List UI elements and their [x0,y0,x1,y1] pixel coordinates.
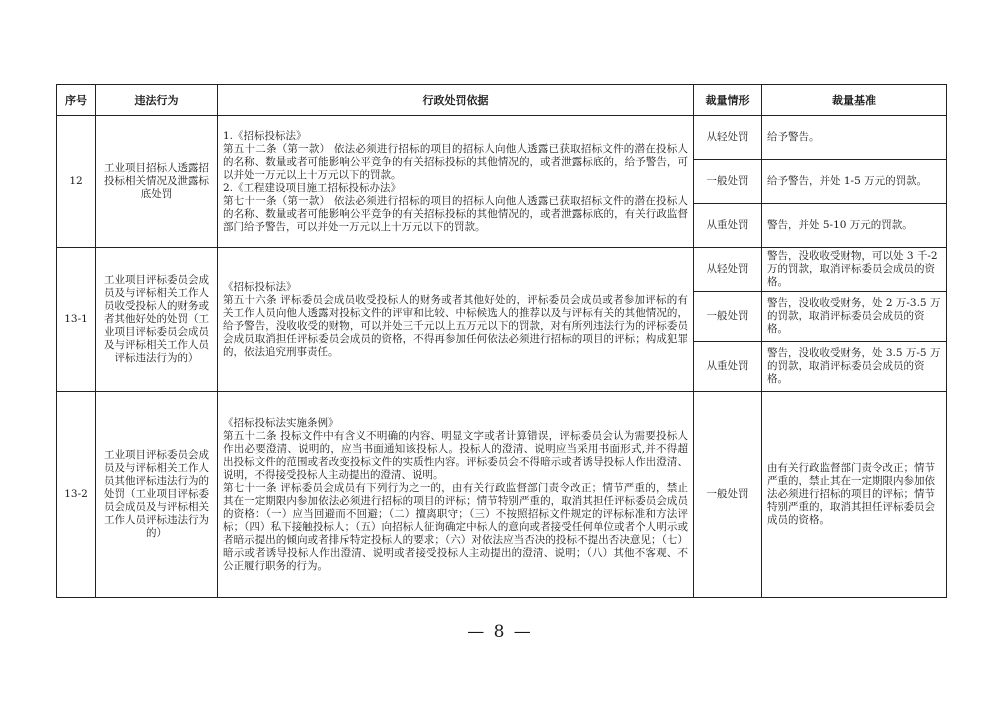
law-paragraph: 第五十六条 评标委员会成员收受投标人的财务或者其他好处的，评标委员会成员或者参加评标的有关工作人员向他人透露对投标文件的评审和比较、中标候选人的推荐以及与评标有关的其他情况的，给予警告，没收收受的财物，可以并处三千元以上五万元以下的罚款，对有所列违法行为的评标委员会成员取消担任评标委员会成员的资格，不得再参加任何依法必须进行招标的项目的评标；构成犯罪的，依法追究刑事责任。 [223,293,688,358]
discretion-standard: 给予警告。 [762,116,947,160]
header-legal-basis: 行政处罚依据 [218,85,694,116]
header-seq: 序号 [57,85,96,116]
discretion-level: 从轻处罚 [694,248,762,292]
discretion-level: 从轻处罚 [694,116,762,160]
row-violation: 工业项目招标人透露招投标相关情况及泄露标底处罚 [96,116,218,248]
table-row [57,248,947,292]
discretion-level: 从重处罚 [694,342,762,392]
row-legal-basis [218,116,694,248]
header-discretion-standard: 裁量基准 [762,85,947,116]
law-paragraph: 第七十一条 评标委员会成员有下列行为之一的，由有关行政监督部门责令改正；情节严重的，禁止其在一定期限内参加依法必须进行招标的项目的评标；情节特别严重的，取消其担任评标委员会成员的资格：（一）应当回避而不回避；（二）擅离职守；（三）不按照招标文件规定的评标标准和方法评标；（四）私下接触投标人；（五）向招标人征询确定中标人的意向或者接受任何单位或者个人明示或者暗示提出的倾向或者排斥特定投标人的要求；（六）对依法应当否决的投标不提出否决意见；（七）暗示或者诱导投标人作出澄清、说明或者接受投标人主动提出的澄清、说明；（八）其他不客观、不公正履行职务的行为。 [223,481,688,572]
row-legal-basis [218,248,694,392]
discretion-standard: 警告，没收收受财务，处 2 万-3.5 万的罚款，取消评标委员会成员的资格。 [762,292,947,342]
row-seq: 13-1 [57,248,96,392]
law-paragraph: 《招标投标法实施条例》 [223,416,339,429]
header-violation: 违法行为 [96,85,218,116]
discretion-standard: 警告，没收收受财物，可以处 3 千-2 万的罚款，取消评标委员会成员的资格。 [762,248,947,292]
table-row [57,116,947,160]
row-seq: 12 [57,116,96,248]
discretion-level: 一般处罚 [694,160,762,204]
law-paragraph: 《招标投标法》 [223,280,297,293]
law-paragraph: 第五十二条（第一款） 依法必须进行招标的项目的招标人向他人透露已获取招标文件的潜在投标人的名称、数量或者可能影响公平竞争的有关招标投标的其他情况的，或者泄露标底的，给予警告，可以并处一万元以上十万元以下的罚款。 [223,142,688,181]
row-violation: 工业项目评标委员会成员及与评标相关工作人员其他评标违法行为的处罚（工业项目评标委员会成员及与评标相关工作人员评标违法行为的） [96,392,218,598]
law-paragraph: 2.《工程建设项目施工招标投标办法》 [223,181,402,194]
penalty-discretion-table [56,84,947,598]
row-violation: 工业项目评标委员会成员及与评标相关工作人员收受投标人的财务或者其他好处的处罚（工业项目评标委员会成员及与评标相关工作人员评标违法行为的） [96,248,218,392]
discretion-standard: 给予警告，并处 1-5 万元的罚款。 [762,160,947,204]
discretion-standard: 警告，并处 5-10 万元的罚款。 [762,204,947,248]
law-paragraph: 1.《招标投标法》 [223,129,307,142]
header-discretion-case: 裁量情形 [694,85,762,116]
law-paragraph: 第七十一条（第一款） 依法必须进行招标的项目的招标人向他人透露已获取招标文件的潜在投标人的名称、数量或者可能影响公平竞争的有关招标投标的其他情况的，或者泄露标底的，有关行政监督部门给予警告，可以并处一万元以上十万元以下的罚款。 [223,194,688,233]
law-paragraph: 第五十二条 投标文件中有含义不明确的内容、明显文字或者计算错误，评标委员会认为需要投标人作出必要澄清、说明的，应当书面通知该投标人。投标人的澄清、说明应当采用书面形式,并不得超出投标文件的范围或者改变投标文件的实质性内容。评标委员会不得暗示或者诱导投标人作出澄清、说明，不得接受投标人主动提出的澄清、说明。 [223,429,688,481]
discretion-level: 一般处罚 [694,292,762,342]
page-number: — 8 — [467,622,533,642]
row-legal-basis [218,392,694,598]
discretion-standard: 警告，没收收受财务，处 3.5 万-5 万的罚款，取消评标委员会成员的资格。 [762,342,947,392]
table-row [57,392,947,598]
discretion-level: 一般处罚 [694,392,762,598]
row-seq: 13-2 [57,392,96,598]
table-header-row [57,85,947,116]
discretion-level: 从重处罚 [694,204,762,248]
discretion-standard: 由有关行政监督部门责令改正；情节严重的，禁止其在一定期限内参加依法必须进行招标的项目的评标；情节特别严重的，取消其担任评标委员会成员的资格。 [762,392,947,598]
